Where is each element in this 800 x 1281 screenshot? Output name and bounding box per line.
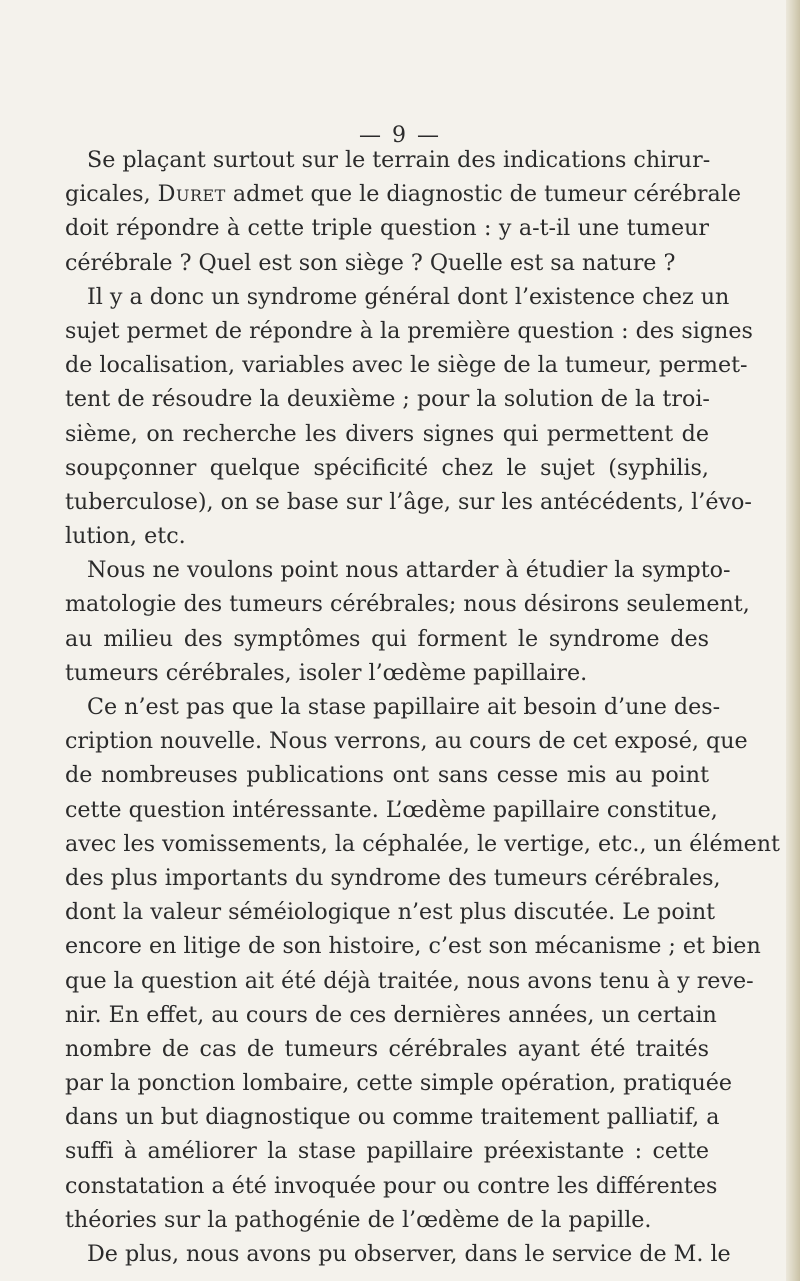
author-name: Duret: [157, 181, 226, 208]
text-line: De plus, nous avons pu observer, dans le service de M. le: [87, 1241, 731, 1267]
text-line: sujet permet de répondre à la première question : des signes: [65, 317, 753, 344]
text-line: Se plaçant surtout sur le terrain des indications chirur-: [87, 147, 711, 173]
text-line: des plus importants du syndrome des tumeurs cérébrales,: [65, 864, 721, 891]
page-number: — 9 —: [359, 123, 441, 148]
text-line: suffi à améliorer la stase papillaire préexistante : cette: [65, 1138, 709, 1165]
page-edge-shadow: [786, 0, 800, 1281]
text-line: encore en litige de son histoire, c’est son mécanisme ; et bien: [65, 933, 761, 960]
text-line: nir. En effet, au cours de ces dernières années, un certain: [65, 1001, 717, 1028]
text-line: théories sur la pathogénie de l’œdème de la papille.: [65, 1206, 652, 1233]
text-line: par la ponction lombaire, cette simple opération, pratiquée: [65, 1070, 732, 1097]
text-line: que la question ait été déjà traitée, nous avons tenu à y reve-: [65, 967, 754, 994]
text-line: nombre de cas de tumeurs cérébrales ayant été traités: [65, 1035, 709, 1062]
text-line: gicales, Duret admet que le diagnostic de tumeur cérébrale: [65, 181, 741, 208]
text-line: tumeurs cérébrales, isoler l’œdème papillaire.: [65, 659, 588, 686]
text-line: cette question intéressante. L’œdème papillaire constitue,: [65, 796, 718, 823]
text-line: lution, etc.: [65, 523, 186, 550]
text-line: soupçonner quelque spécificité chez le sujet (syphilis,: [65, 454, 709, 481]
text-line: cription nouvelle. Nous verrons, au cours de cet exposé, que: [65, 728, 748, 755]
text-line: Il y a donc un syndrome général dont l’existence chez un: [87, 283, 730, 310]
text-line: matologie des tumeurs cérébrales; nous désirons seulement,: [65, 591, 750, 618]
text-line: sième, on recherche les divers signes qui permettent de: [65, 420, 709, 447]
text-line: dont la valeur séméiologique n’est plus discutée. Le point: [65, 899, 716, 926]
text-line: de localisation, variables avec le siège de la tumeur, permet-: [65, 352, 748, 379]
text-line: tent de résoudre la deuxième ; pour la solution de la troi-: [65, 386, 710, 413]
text-line: constatation a été invoquée pour ou contre les différentes: [65, 1172, 718, 1199]
text-line: cérébrale ? Quel est son siège ? Quelle est sa nature ?: [65, 249, 676, 276]
text-line: avec les vomissements, la céphalée, le vertige, etc., un élément: [65, 830, 780, 857]
body-text: [65, 143, 780, 1271]
text-line: Nous ne voulons point nous attarder à étudier la sympto-: [87, 557, 731, 584]
text-line: Ce n’est pas que la stase papillaire ait besoin d’une des-: [87, 694, 721, 720]
text-line: dans un but diagnostique ou comme traitement palliatif, a: [65, 1104, 720, 1131]
text-line: doit répondre à cette triple question : y a-t-il une tumeur: [65, 215, 709, 242]
text-line: tuberculose), on se base sur l’âge, sur les antécédents, l’évo-: [65, 488, 752, 515]
text-line: au milieu des symptômes qui forment le syndrome des: [65, 625, 709, 652]
text-line: de nombreuses publications ont sans cesse mis au point: [65, 762, 709, 789]
